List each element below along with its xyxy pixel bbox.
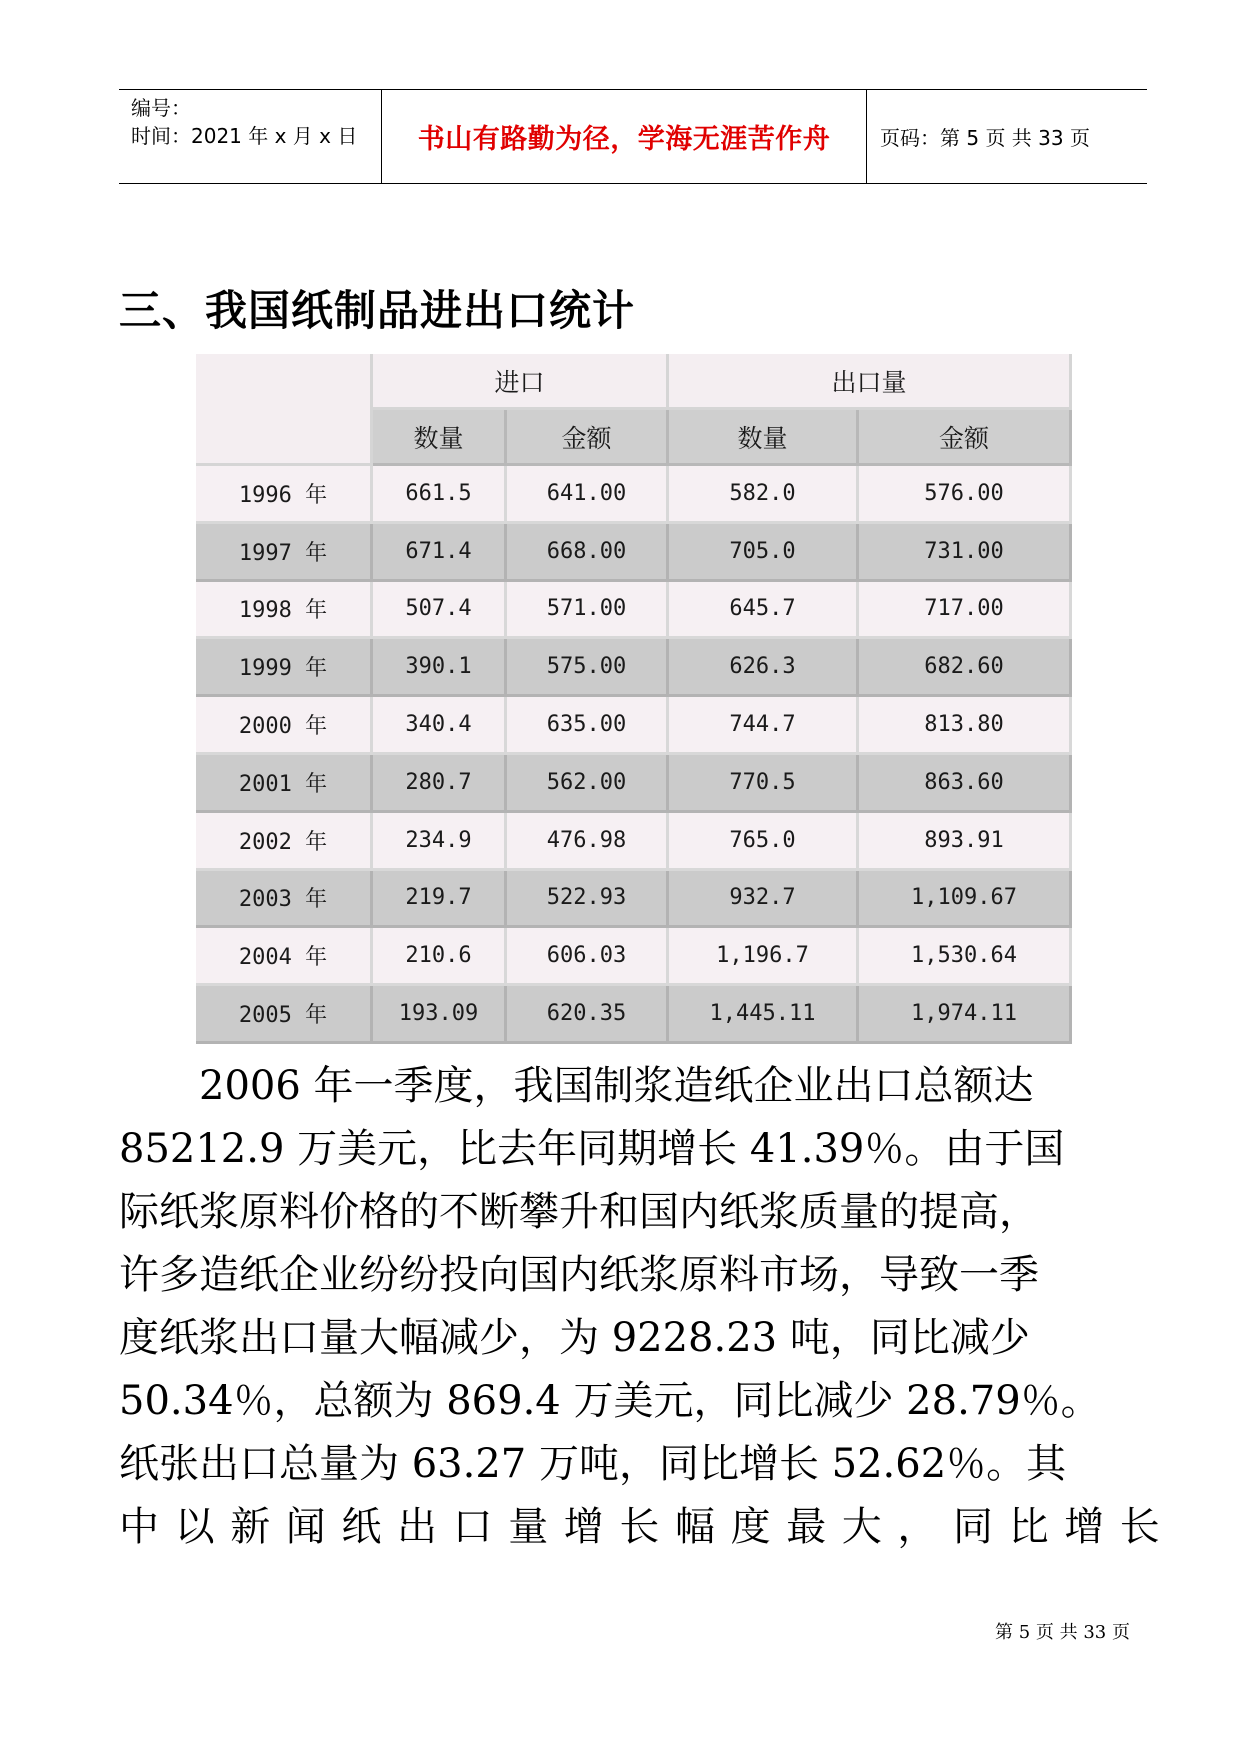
table-cell: 1,974.11 [859,986,1072,1044]
table-cell: 234.9 [373,813,507,871]
paragraph-line: 85212.9 万美元，比去年同期增长 41.39％。由于国 [119,1126,1065,1172]
table-cell: 661.5 [373,466,507,524]
table-cell: 1,109.67 [859,871,1072,929]
table-cell: 1,530.64 [859,928,1072,986]
paragraph-line: 2006 年一季度，我国制浆造纸企业出口总额达 [119,1063,1034,1109]
paragraph-line: 50.34％，总额为 869.4 万美元，同比减少 28.79％。 [119,1378,1101,1424]
page-header [119,89,1147,184]
table-corner-cell [196,354,373,466]
table-cell: 813.80 [859,697,1072,755]
table-row-year: 2002 年 [196,813,373,871]
table-cell: 620.35 [507,986,669,1044]
table-cell: 705.0 [669,524,859,582]
paragraph-line: 际纸浆原料价格的不断攀升和国内纸浆质量的提高， [119,1189,1039,1235]
body-paragraph [119,1055,1176,1559]
table-row-year: 2004 年 [196,928,373,986]
table-cell: 682.60 [859,639,1072,697]
table-row-year: 2000 年 [196,697,373,755]
table-cell: 770.5 [669,755,859,813]
table-cell: 340.4 [373,697,507,755]
sub-header-import-amount: 金额 [507,410,669,466]
motto-text: 书山有路勤为径，学海无涯苦作舟 [417,124,831,155]
table-cell: 562.00 [507,755,669,813]
paragraph-line: 纸张出口总量为 63.27 万吨，同比增长 52.62％。其 [119,1441,1067,1487]
table-cell: 731.00 [859,524,1072,582]
header-page-cell [868,90,1147,183]
table-cell: 765.0 [669,813,859,871]
table-cell: 626.3 [669,639,859,697]
table-row-year: 1999 年 [196,639,373,697]
table-cell: 210.6 [373,928,507,986]
table-cell: 863.60 [859,755,1072,813]
time-label: 时间：2021 年 x 月 x 日 [131,124,358,148]
sub-header-export-qty: 数量 [669,410,859,466]
table-row-year: 1996 年 [196,466,373,524]
table-cell: 193.09 [373,986,507,1044]
table-cell: 522.93 [507,871,669,929]
table-cell: 576.00 [859,466,1072,524]
table-row-year: 2005 年 [196,986,373,1044]
sub-header-import-qty: 数量 [373,410,507,466]
table-cell: 645.7 [669,582,859,640]
table-cell: 717.00 [859,582,1072,640]
table-cell: 571.00 [507,582,669,640]
header-motto-cell [382,90,867,183]
table-cell: 280.7 [373,755,507,813]
trade-table [196,354,1072,1044]
paragraph-line: 度纸浆出口量大幅减少，为 9228.23 吨，同比减少 [119,1315,1030,1361]
table-cell: 1,445.11 [669,986,859,1044]
table-cell: 893.91 [859,813,1072,871]
table-cell: 476.98 [507,813,669,871]
header-left-cell [119,90,382,183]
sub-header-export-amount: 金额 [859,410,1072,466]
page-info: 页码：第 5 页 共 33 页 [880,126,1090,150]
table-row-year: 2001 年 [196,755,373,813]
group-header-export: 出口量 [669,354,1072,410]
paragraph-line: 中以新闻纸出口量增长幅度最大，同比增长 [119,1504,1176,1550]
table-cell: 606.03 [507,928,669,986]
number-label: 编号： [131,96,191,120]
table-cell: 635.00 [507,697,669,755]
paragraph-line: 许多造纸企业纷纷投向国内纸浆原料市场，导致一季 [119,1252,1039,1298]
table-row-year: 1997 年 [196,524,373,582]
group-header-import: 进口 [373,354,669,410]
table-cell: 671.4 [373,524,507,582]
table-row-year: 1998 年 [196,582,373,640]
table-cell: 668.00 [507,524,669,582]
page-footer: 第 5 页 共 33 页 [995,1622,1130,1643]
table-cell: 582.0 [669,466,859,524]
table-cell: 575.00 [507,639,669,697]
table-row-year: 2003 年 [196,871,373,929]
table-cell: 390.1 [373,639,507,697]
table-cell: 744.7 [669,697,859,755]
table-cell: 219.7 [373,871,507,929]
table-cell: 641.00 [507,466,669,524]
section-title: 三、我国纸制品进出口统计 [119,286,636,335]
table-cell: 1,196.7 [669,928,859,986]
table-cell: 507.4 [373,582,507,640]
table-cell: 932.7 [669,871,859,929]
